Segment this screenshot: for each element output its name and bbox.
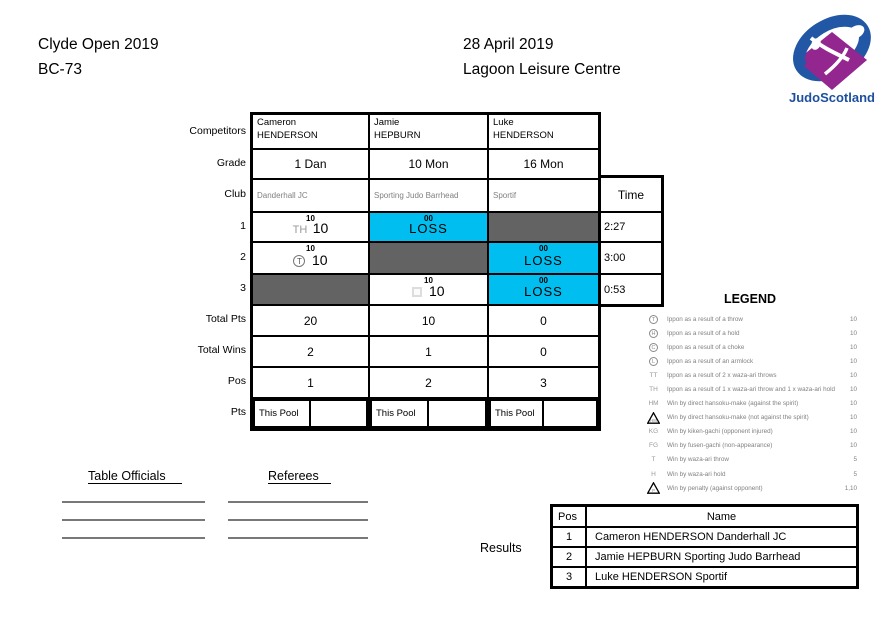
loss-label: LOSS (409, 221, 448, 236)
legend-item (645, 397, 857, 411)
pos-cell: 2 (368, 368, 487, 397)
pts-cell (253, 399, 368, 428)
ippon-throw-circle-icon: T (293, 255, 305, 267)
legend-item-text: Win by kiken-gachi (opponent injured) (667, 428, 773, 436)
signature-line (228, 537, 368, 539)
result-pos: 1 (553, 528, 587, 546)
legend-item-value: 5 (853, 456, 857, 464)
match-win-cell (368, 275, 487, 304)
competitor-cell (487, 115, 598, 148)
legend-item-text: Win by fusen-gachi (non-appearance) (667, 442, 773, 450)
pts-row (253, 397, 598, 428)
legend-item (645, 312, 857, 326)
results-row (553, 546, 856, 566)
competitors-row (253, 115, 598, 148)
row-label-competitors: Competitors (189, 125, 246, 137)
legend-item (645, 340, 857, 354)
signature-line (228, 501, 368, 503)
legend-item (645, 354, 857, 368)
total-wins-cell: 1 (368, 337, 487, 366)
score-corner: 00 (424, 214, 433, 223)
row-label-grade: Grade (216, 157, 246, 169)
results-name-header: Name (706, 510, 737, 523)
competitor-cell (368, 115, 487, 148)
competitor-first-name: Luke (493, 117, 514, 128)
results-pos-header: Pos (553, 507, 587, 526)
legend-item-value: 10 (849, 329, 857, 337)
event-venue: Lagoon Leisure Centre (463, 61, 621, 78)
row-label-pts: Pts (230, 406, 246, 418)
event-category: BC-73 (38, 61, 82, 78)
grade-cell: 10 Mon (368, 150, 487, 178)
match-blocked-cell (368, 243, 487, 273)
match-row-3 (253, 273, 598, 304)
legend-item-text: Ippon as a result of 1 x waza-ari throw and 1 x waza-ari hold (667, 386, 836, 394)
results-row (553, 566, 856, 586)
match-blocked-cell (487, 213, 598, 241)
win-score: 10 (311, 252, 328, 268)
row-label-match-1: 1 (240, 220, 246, 232)
signature-line (62, 501, 205, 503)
code-fg: FG (648, 442, 659, 450)
legend-item (645, 326, 857, 340)
code-kg: KG (648, 428, 659, 436)
match-blocked-cell (253, 275, 368, 304)
win-method-square-icon (412, 287, 422, 297)
results-label: Results (480, 541, 522, 555)
results-table (550, 504, 859, 589)
legend-item-text: Ippon as a result of an armlock (667, 357, 754, 365)
legend-item-text: Win by penalty (against opponent) (667, 484, 763, 492)
legend-item-value: 10 (849, 400, 857, 408)
penalty-triangle-icon (647, 482, 660, 494)
match-row-1 (253, 211, 598, 241)
loss-label: LOSS (524, 284, 563, 299)
score-corner: 10 (424, 276, 433, 285)
row-label-match-2: 2 (240, 251, 246, 263)
grade-cell: 16 Mon (487, 150, 598, 178)
referees-heading: Referees (268, 469, 331, 484)
row-label-club: Club (224, 188, 246, 200)
grade-cell: 1 Dan (294, 157, 327, 171)
legend-item-value: 10 (849, 442, 857, 450)
legend-item-text: Win by direct hansoku-make (against the spirit) (667, 400, 799, 408)
legend-item-text: Win by direct hansoku-make (not against the spirit) (667, 414, 809, 422)
signature-line (62, 519, 205, 521)
legend-item (645, 382, 857, 396)
win-score: 10 (312, 220, 329, 236)
ippon-choke-circle-icon: C (649, 343, 658, 352)
legend-item-value: 10 (849, 414, 857, 422)
result-name: Cameron HENDERSON Danderhall JC (595, 531, 787, 543)
pts-empty-box (311, 399, 369, 428)
legend-item-text: Win by waza-ari throw (667, 456, 729, 464)
pos-cell: 3 (487, 368, 598, 397)
result-pos: 2 (553, 548, 587, 566)
pos-cell: 1 (307, 375, 314, 390)
ippon-armlock-circle-icon: L (649, 357, 658, 366)
row-label-total-pts: Total Pts (205, 313, 246, 325)
match-time-cell: 0:53 (601, 273, 661, 304)
competitor-cell (253, 115, 368, 148)
match-win-cell (253, 243, 368, 273)
score-corner: 00 (539, 244, 548, 253)
loss-label: LOSS (524, 253, 563, 268)
competitor-last-name: HENDERSON (257, 129, 318, 141)
this-pool-box: This Pool (370, 399, 429, 428)
code-h: H (651, 470, 656, 478)
score-corner: 10 (306, 214, 315, 223)
competitor-last-name: HENDERSON (493, 129, 554, 141)
event-date: 28 April 2019 (463, 36, 554, 53)
this-pool-box: This Pool (489, 399, 544, 428)
time-column (598, 175, 664, 307)
match-loss-cell (368, 213, 487, 241)
code-hm: HM (648, 400, 659, 408)
legend-item-text: Ippon as a result of a hold (667, 329, 740, 337)
legend-item-value: 5 (853, 470, 857, 478)
row-label-total-wins: Total Wins (197, 344, 246, 356)
legend-item-text: Ippon as a result of 2 x waza-ari throws (667, 371, 777, 379)
result-pos: 3 (553, 568, 587, 586)
grade-row (253, 148, 598, 178)
legend (645, 312, 857, 495)
legend-item-value: 10 (849, 357, 857, 365)
row-label-pos: Pos (227, 375, 246, 387)
legend-item (645, 439, 857, 453)
legend-item (645, 368, 857, 382)
match-row-2 (253, 241, 598, 273)
legend-item-value: 10 (849, 371, 857, 379)
results-row (553, 526, 856, 546)
pos-row (253, 366, 598, 397)
score-corner: 10 (306, 244, 315, 253)
win-method-code: TH (292, 224, 308, 236)
win-score: 10 (428, 283, 445, 299)
table-officials-heading: Table Officials (88, 469, 182, 484)
legend-item (645, 411, 857, 425)
result-name: Luke HENDERSON Sportif (595, 571, 728, 583)
total-wins-cell: 2 (307, 344, 314, 359)
match-time-cell: 3:00 (601, 241, 661, 273)
judoscotland-logo-icon (773, 14, 891, 92)
legend-item-value: 10 (849, 386, 857, 394)
legend-item (645, 481, 857, 495)
match-loss-cell (487, 243, 598, 273)
legend-item-value: 10 (849, 315, 857, 323)
hansoku-make-triangle-icon (647, 412, 660, 424)
pts-cell (368, 399, 487, 428)
legend-title: LEGEND (723, 292, 777, 306)
row-label-match-3: 3 (240, 282, 246, 294)
legend-item-text: Win by waza-ari hold (667, 470, 726, 478)
results-header-row (553, 507, 856, 526)
pts-empty-box (429, 399, 488, 428)
match-win-cell (253, 213, 368, 241)
total-wins-cell: 0 (487, 337, 598, 366)
competitor-last-name: HEPBURN (374, 129, 421, 141)
pts-cell (487, 399, 598, 428)
competitor-first-name: Jamie (374, 117, 400, 128)
time-header-cell: Time (617, 187, 645, 202)
pts-empty-box (544, 399, 599, 428)
total-pts-row (253, 304, 598, 335)
this-pool-box: This Pool (253, 399, 311, 428)
code-tt: TT (649, 371, 658, 379)
match-time-cell: 2:27 (601, 211, 661, 241)
code-th: TH (649, 386, 658, 394)
total-pts-cell: 10 (368, 306, 487, 335)
svg-text:HM: HM (650, 417, 657, 423)
total-pts-cell: 20 (303, 313, 318, 328)
ippon-throw-circle-icon: T (649, 315, 658, 324)
code-t: T (651, 456, 656, 464)
signature-line (228, 519, 368, 521)
event-title: Clyde Open 2019 (38, 36, 159, 53)
legend-item-text: Ippon as a result of a throw (667, 315, 743, 323)
club-cell: Sportif (487, 180, 598, 211)
svg-text:P: P (652, 488, 655, 494)
score-corner: 00 (539, 276, 548, 285)
competitor-first-name: Cameron (257, 117, 297, 128)
pool-grid (250, 112, 601, 431)
club-cell: Sporting Judo Barrhead (368, 180, 487, 211)
legend-item (645, 425, 857, 439)
total-pts-cell: 0 (487, 306, 598, 335)
club-row (253, 178, 598, 211)
legend-item-text: Ippon as a result of a choke (667, 343, 745, 351)
legend-item-value: 10 (849, 343, 857, 351)
match-loss-cell (487, 275, 598, 304)
legend-item-value: 10 (849, 428, 857, 436)
legend-item-value: 1,10 (844, 484, 857, 492)
legend-item (645, 453, 857, 467)
legend-item (645, 467, 857, 481)
result-name: Jamie HEPBURN Sporting Judo Barrhead (595, 551, 801, 563)
club-cell: Danderhall JC (257, 191, 308, 200)
signature-line (62, 537, 205, 539)
judoscotland-logo-text: JudoScotland (789, 90, 875, 105)
total-wins-row (253, 335, 598, 366)
ippon-hold-circle-icon: H (649, 329, 658, 338)
